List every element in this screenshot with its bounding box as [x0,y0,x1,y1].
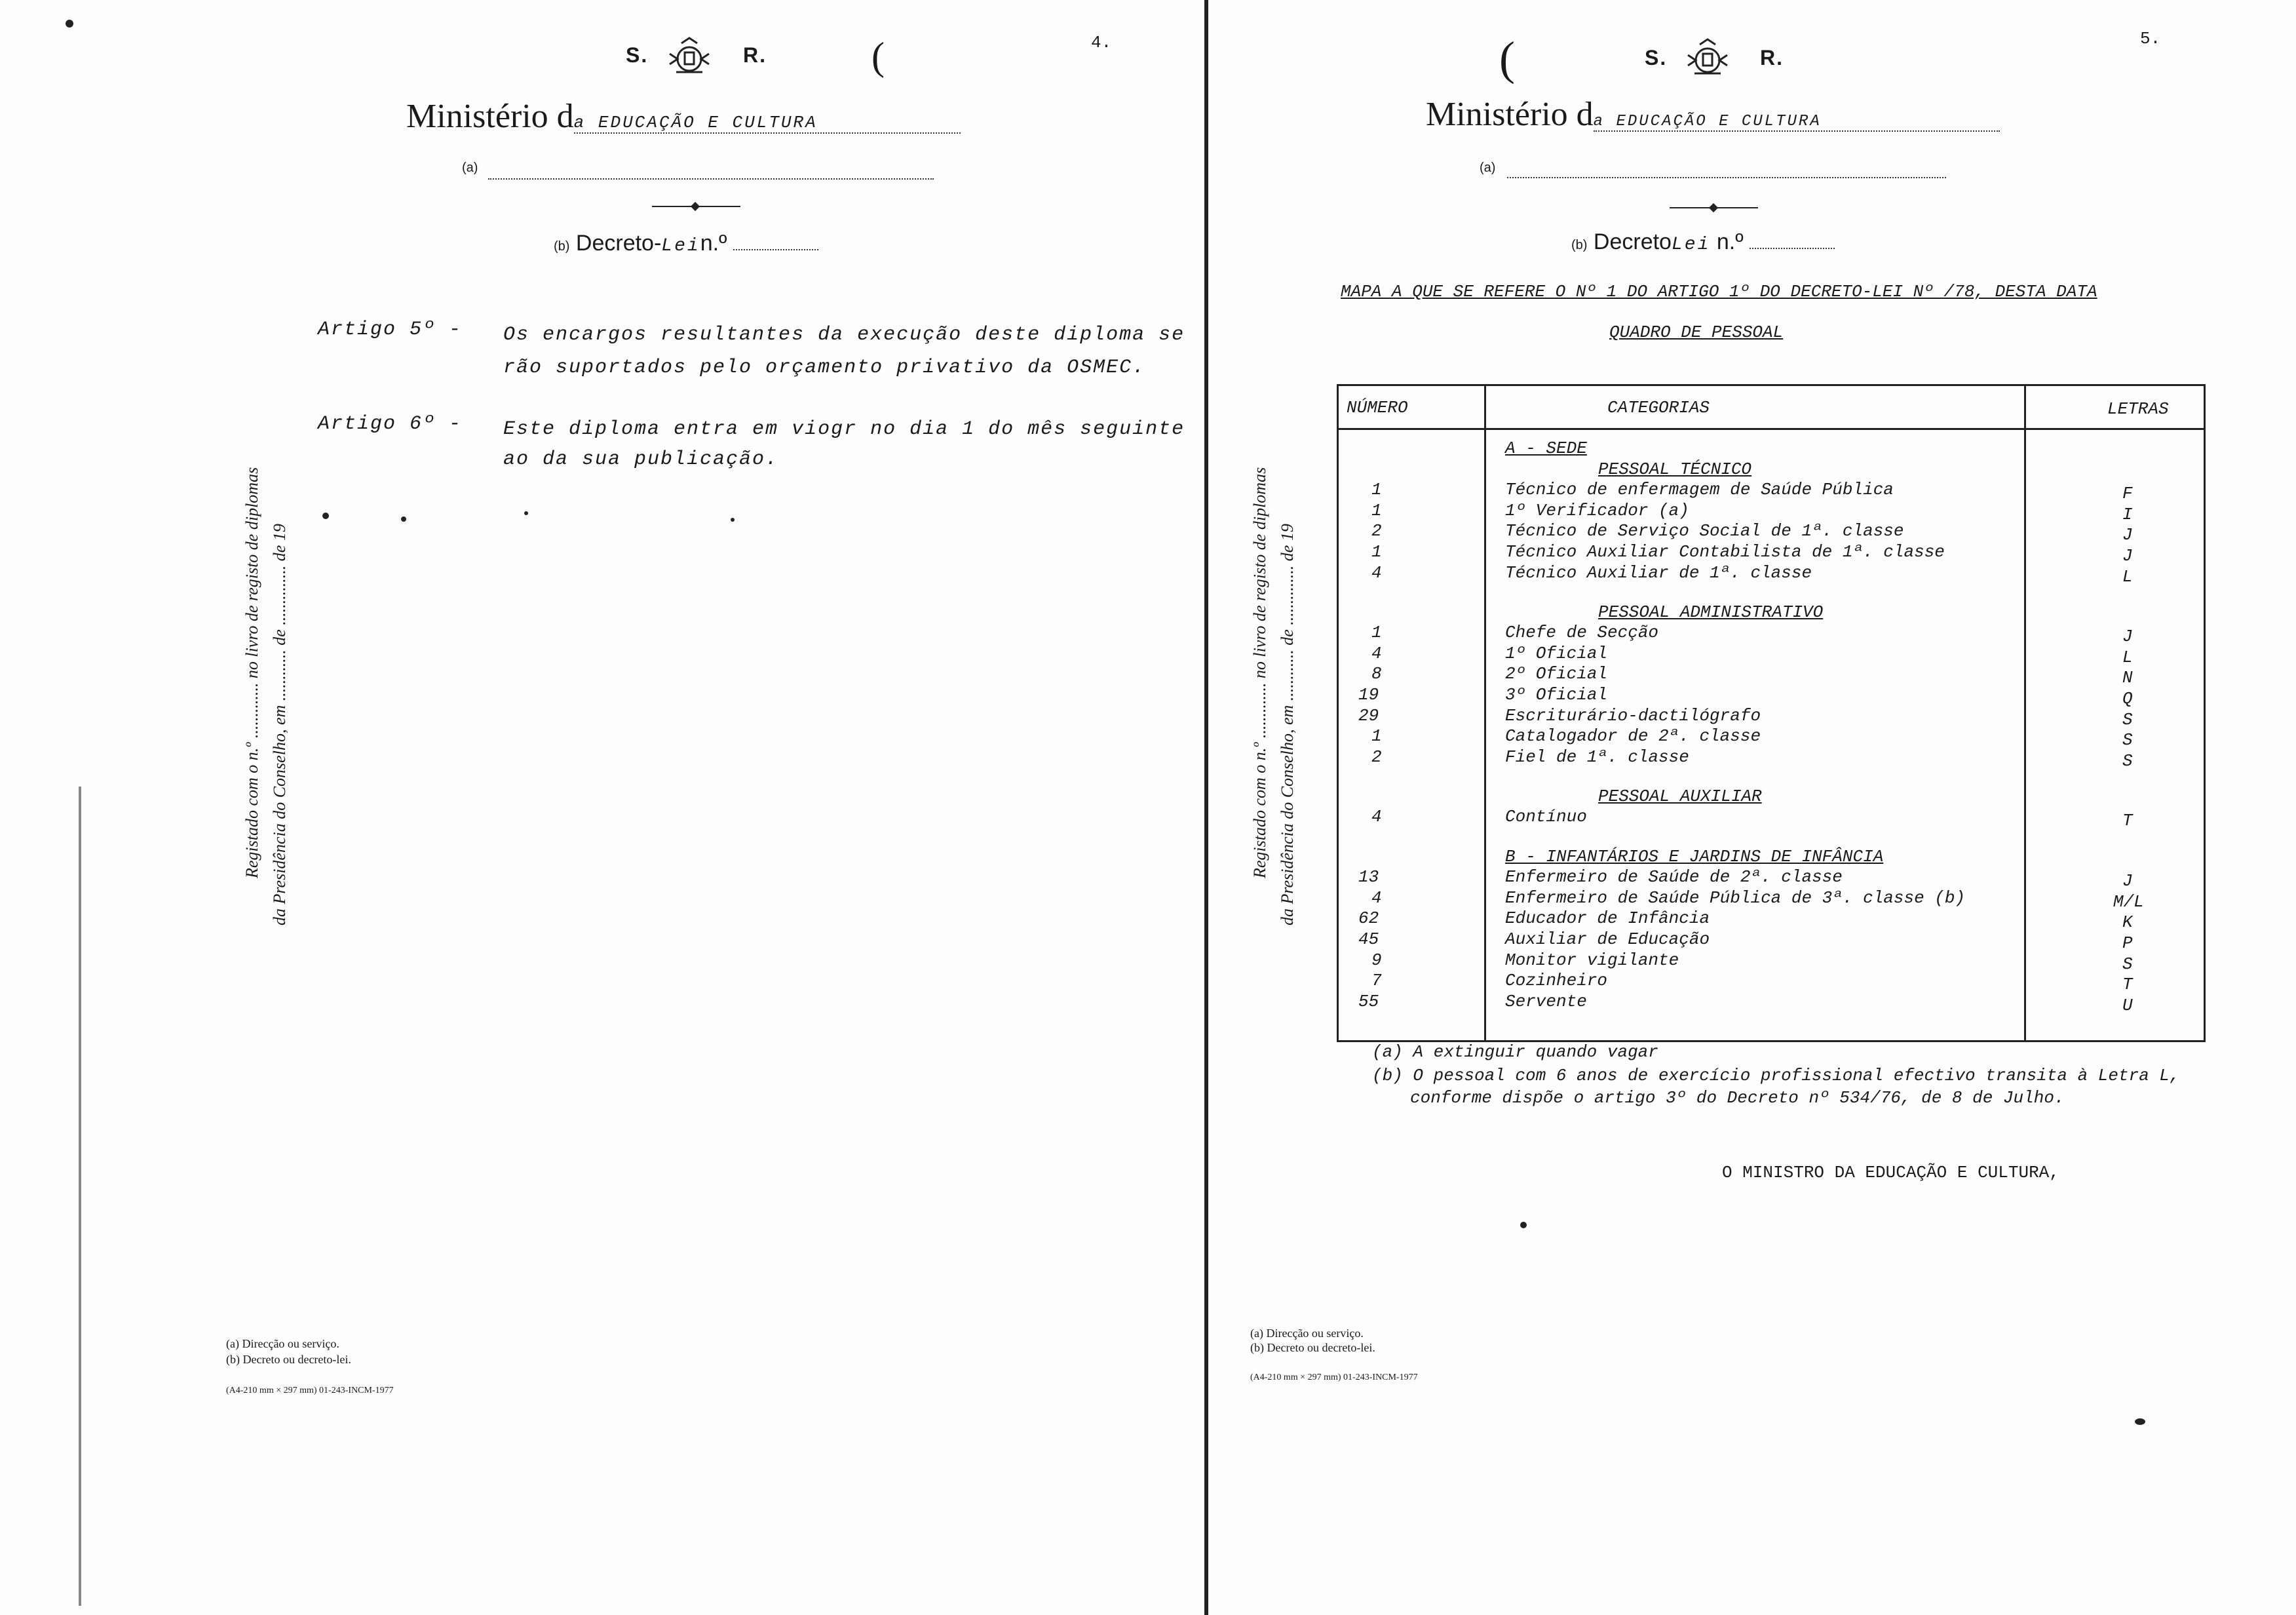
speck [524,511,528,515]
field-a-line [1507,164,1946,178]
table-group-heading: PESSOAL AUXILIAR [1598,786,1762,806]
row-letter: L [2122,647,2133,667]
print-info: (A4-210 mm × 297 mm) 01-243-INCM-1977 [1250,1372,1418,1382]
field-a-label: (a) [462,161,478,175]
article-5-line-1: Os encargos resultantes da execução deste diploma se [503,324,1185,346]
footnote-a: (a) Direcção ou serviço. [226,1337,339,1350]
table-group-heading: PESSOAL TÉCNICO [1598,459,1752,479]
row-number: 1 [1371,623,1382,643]
field-a-line [488,165,934,180]
print-info: (A4-210 mm × 297 mm) 01-243-INCM-1977 [226,1386,394,1395]
note-a: (a) A extinguir quando vagar [1372,1042,1658,1062]
row-number: 4 [1371,807,1382,827]
page-edge-shadow [79,787,81,1606]
row-letter: S [2122,954,2133,974]
decreto-prefix: (b) [554,239,570,254]
row-number: 19 [1358,685,1379,705]
row-number: 1 [1371,542,1382,562]
row-category: Enfermeiro de Saúde de 2ª. classe [1505,867,1843,887]
header-letter-s: S. [1645,46,1668,69]
row-category: Técnico de enfermagem de Saúde Pública [1505,480,1894,500]
ministerio-heading [1426,95,2000,134]
row-number: 1 [1371,726,1382,747]
speck [401,516,406,522]
row-number: 4 [1371,643,1382,663]
footnote-a: (a) Direcção ou serviço. [1250,1327,1364,1340]
row-number: 9 [1371,950,1382,970]
footnote-b: (b) Decreto ou decreto-lei. [1250,1341,1375,1354]
decreto-line [1571,229,1835,255]
decreto-suffix: n.º [1716,229,1744,254]
row-category: Catalogador de 2ª. classe [1505,726,1761,747]
decreto-prefix: (b) [1571,238,1588,252]
margin-register-line-1: Registado com o n.º ............. no livro de registo de diplomas [242,467,261,878]
note-b-line-2: conforme dispõe o artigo 3º do Decreto nº 534/76, de 8 de Julho. [1410,1088,2065,1108]
row-category: Monitor vigilante [1505,950,1679,970]
ornament-diamond-icon [691,202,700,211]
decreto-number-field [1750,236,1835,249]
row-letter: J [2122,546,2133,566]
speck [731,518,735,522]
row-letter: U [2122,995,2133,1015]
page-number: 4. [1091,33,1112,52]
row-category: Técnico Auxiliar Contabilista de 1ª. classe [1505,542,1945,562]
row-letter: T [2122,975,2133,995]
row-category: Chefe de Secção [1505,623,1659,643]
decreto-suffix: n.º [700,231,727,256]
decreto-number-field [733,237,818,250]
speck [1520,1222,1527,1228]
row-number: 7 [1371,971,1382,991]
article-6-line-2: ao da sua publicação. [503,448,779,471]
row-letter: T [2122,811,2133,831]
row-letter: F [2122,484,2133,504]
row-letter: S [2122,730,2133,750]
row-category: 2º Oficial [1505,664,1608,684]
row-letter: P [2122,933,2133,953]
ministerio-field: a EDUCAÇÃO E CULTURA [1594,113,2000,132]
article-5-line-2: rão suportados pelo orçamento privativo da OSMEC. [503,357,1146,379]
header-letter-s: S. [626,43,649,67]
field-a-label: (a) [1480,161,1496,175]
note-b-line-1: (b) O pessoal com 6 anos de exercício profissional efectivo transita à Letra L, [1372,1066,2180,1085]
article-6-label: Artigo 6º - [318,413,463,435]
bracket-mark: ( [871,35,885,78]
row-letter: J [2122,871,2133,891]
coat-of-arms-icon [663,34,716,80]
header-letter-r: R. [743,43,767,67]
decreto-fill: Lei [1671,235,1711,255]
row-category: Enfermeiro de Saúde Pública de 3ª. classe (b) [1505,887,1966,908]
minister-signature-line: O MINISTRO DA EDUCAÇÃO E CULTURA, [1722,1163,2059,1182]
row-category: Escriturário-dactilógrafo [1505,705,1761,726]
speck [66,20,73,28]
row-number: 45 [1358,929,1379,949]
header-categorias: CATEGORIAS [1607,398,1710,418]
row-category: Auxiliar de Educação [1505,929,1710,949]
row-letter: M/L [2113,891,2144,912]
book-spine [1204,0,1208,1615]
row-category: Fiel de 1ª. classe [1505,747,1689,767]
row-category: 1º Oficial [1505,643,1608,663]
row-category: Servente [1505,991,1587,1011]
row-letter: S [2122,750,2133,771]
speck [2135,1418,2145,1425]
header-numero: NÚMERO [1347,398,1408,418]
article-6-line-1: Este diploma entra em viogr no dia 1 do mês seguinte [503,418,1185,440]
margin-register-line-2: da Presidência do Conselho, em ............ de .............. de 19 [1278,524,1297,925]
row-number: 1 [1371,480,1382,500]
row-letter: J [2122,627,2133,647]
decreto-label: Decreto [1593,229,1672,254]
row-letter: I [2122,504,2133,524]
table-subtitle: QUADRO DE PESSOAL [1609,322,1784,342]
table-column-rule-1 [1484,386,1486,1040]
row-letter: S [2122,709,2133,730]
ornament-diamond-icon [1709,203,1718,212]
ministerio-label: Ministério d [1426,96,1594,133]
decreto-label: Decreto- [575,231,662,256]
row-category: 1º Verificador (a) [1505,500,1689,520]
table-section-heading: B - INFANTÁRIOS E JARDINS DE INFÂNCIA [1505,846,1884,866]
row-category: 3º Oficial [1505,685,1608,705]
row-category: Cozinheiro [1505,971,1608,991]
row-category: Técnico Auxiliar de 1ª. classe [1505,562,1812,583]
decreto-fill: Lei [661,236,700,256]
margin-register-line-2: da Presidência do Conselho, em ............ de .............. de 19 [270,524,289,925]
row-number: 29 [1358,705,1379,726]
row-category: Técnico de Serviço Social de 1ª. classe [1505,521,1904,541]
ministerio-heading [406,97,961,136]
row-number: 2 [1371,521,1382,541]
row-number: 2 [1371,747,1382,767]
ministerio-field: a EDUCAÇÃO E CULTURA [574,113,961,134]
table-group-heading: PESSOAL ADMINISTRATIVO [1598,602,1824,622]
header-letras: LETRAS [2107,399,2169,419]
row-number: 55 [1358,991,1379,1011]
table-column-rule-2 [2024,386,2026,1040]
page-number: 5. [2140,29,2161,49]
row-category: Contínuo [1505,807,1587,827]
row-number: 62 [1358,908,1379,929]
row-number: 13 [1358,867,1379,887]
header-letter-r: R. [1760,46,1784,69]
row-number: 4 [1371,887,1382,908]
table-section-heading: A - SEDE [1505,438,1587,458]
row-letter: K [2122,912,2133,933]
speck [322,513,329,519]
staff-table [1337,384,2206,1042]
row-number: 8 [1371,664,1382,684]
margin-register-line-1: Registado com o n.º ............. no livro de registo de diplomas [1250,467,1269,878]
row-category: Educador de Infância [1505,908,1710,929]
ministerio-label: Ministério d [406,98,574,135]
decreto-line [554,231,818,256]
row-number: 1 [1371,500,1382,520]
row-letter: N [2122,668,2133,688]
map-title: MAPA A QUE SE REFERE O Nº 1 DO ARTIGO 1º DO DECRETO-LEI Nº /78, DESTA DATA [1341,282,2097,302]
coat-of-arms-icon [1681,35,1734,81]
row-letter: J [2122,525,2133,545]
row-letter: Q [2122,689,2133,709]
row-letter: L [2122,566,2133,587]
table-header-rule [1339,428,2204,430]
bracket-mark: ( [1499,32,1515,85]
footnote-b: (b) Decreto ou decreto-lei. [226,1353,351,1366]
article-5-label: Artigo 5º - [318,319,463,341]
row-number: 4 [1371,562,1382,583]
